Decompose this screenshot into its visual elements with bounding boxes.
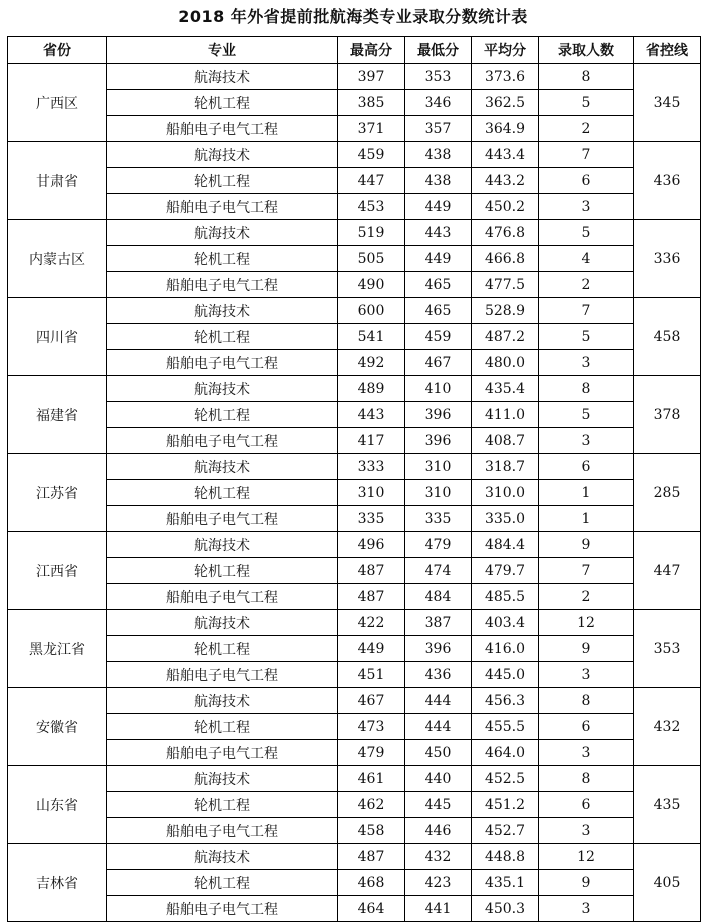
admitted-count-cell: 2 <box>539 584 634 610</box>
min-score-cell: 449 <box>405 194 472 220</box>
avg-score-cell: 362.5 <box>472 90 539 116</box>
major-cell: 轮机工程 <box>107 90 338 116</box>
table-row <box>8 480 701 506</box>
min-score-cell: 396 <box>405 636 472 662</box>
table-row <box>8 740 701 766</box>
max-score-cell: 451 <box>338 662 405 688</box>
major-cell: 航海技术 <box>107 298 338 324</box>
table-row <box>8 220 701 246</box>
avg-score-cell: 443.4 <box>472 142 539 168</box>
avg-score-cell: 411.0 <box>472 402 539 428</box>
min-score-cell: 441 <box>405 896 472 922</box>
table-row <box>8 246 701 272</box>
province-cell: 四川省 <box>8 298 107 376</box>
min-score-cell: 423 <box>405 870 472 896</box>
max-score-cell: 453 <box>338 194 405 220</box>
max-score-cell: 473 <box>338 714 405 740</box>
major-cell: 船舶电子电气工程 <box>107 272 338 298</box>
admitted-count-cell: 3 <box>539 350 634 376</box>
max-score-cell: 443 <box>338 402 405 428</box>
min-score-cell: 450 <box>405 740 472 766</box>
province-cell: 江苏省 <box>8 454 107 532</box>
avg-score-cell: 335.0 <box>472 506 539 532</box>
min-score-cell: 467 <box>405 350 472 376</box>
min-score-cell: 396 <box>405 402 472 428</box>
min-score-cell: 465 <box>405 298 472 324</box>
min-score-cell: 310 <box>405 454 472 480</box>
table-row <box>8 142 701 168</box>
max-score-cell: 600 <box>338 298 405 324</box>
max-score-cell: 417 <box>338 428 405 454</box>
min-score-cell: 479 <box>405 532 472 558</box>
max-score-cell: 505 <box>338 246 405 272</box>
min-score-cell: 474 <box>405 558 472 584</box>
min-score-cell: 353 <box>405 64 472 90</box>
major-cell: 船舶电子电气工程 <box>107 740 338 766</box>
admitted-count-cell: 6 <box>539 454 634 480</box>
max-score-cell: 458 <box>338 818 405 844</box>
admitted-count-cell: 5 <box>539 324 634 350</box>
admitted-count-cell: 12 <box>539 844 634 870</box>
min-score-cell: 440 <box>405 766 472 792</box>
header-max-score: 最高分 <box>338 37 405 64</box>
max-score-cell: 371 <box>338 116 405 142</box>
max-score-cell: 487 <box>338 584 405 610</box>
major-cell: 航海技术 <box>107 376 338 402</box>
table-row <box>8 662 701 688</box>
max-score-cell: 492 <box>338 350 405 376</box>
admitted-count-cell: 7 <box>539 558 634 584</box>
admitted-count-cell: 8 <box>539 376 634 402</box>
control-line-cell: 436 <box>634 142 701 220</box>
admitted-count-cell: 7 <box>539 298 634 324</box>
max-score-cell: 461 <box>338 766 405 792</box>
table-row <box>8 298 701 324</box>
avg-score-cell: 455.5 <box>472 714 539 740</box>
table-row <box>8 402 701 428</box>
major-cell: 船舶电子电气工程 <box>107 818 338 844</box>
table-row <box>8 818 701 844</box>
header-avg-score: 平均分 <box>472 37 539 64</box>
max-score-cell: 333 <box>338 454 405 480</box>
max-score-cell: 310 <box>338 480 405 506</box>
control-line-cell: 447 <box>634 532 701 610</box>
control-line-cell: 285 <box>634 454 701 532</box>
max-score-cell: 422 <box>338 610 405 636</box>
min-score-cell: 443 <box>405 220 472 246</box>
avg-score-cell: 450.3 <box>472 896 539 922</box>
avg-score-cell: 435.4 <box>472 376 539 402</box>
table-row <box>8 90 701 116</box>
province-cell: 安徽省 <box>8 688 107 766</box>
control-line-cell: 336 <box>634 220 701 298</box>
table-row <box>8 350 701 376</box>
admitted-count-cell: 9 <box>539 636 634 662</box>
avg-score-cell: 403.4 <box>472 610 539 636</box>
table-row <box>8 766 701 792</box>
min-score-cell: 432 <box>405 844 472 870</box>
avg-score-cell: 456.3 <box>472 688 539 714</box>
table-row <box>8 584 701 610</box>
major-cell: 船舶电子电气工程 <box>107 194 338 220</box>
avg-score-cell: 435.1 <box>472 870 539 896</box>
admitted-count-cell: 1 <box>539 480 634 506</box>
control-line-cell: 378 <box>634 376 701 454</box>
max-score-cell: 519 <box>338 220 405 246</box>
admitted-count-cell: 2 <box>539 116 634 142</box>
page-title: 2018 年外省提前批航海类专业录取分数统计表 <box>178 7 528 26</box>
avg-score-cell: 485.5 <box>472 584 539 610</box>
avg-score-cell: 477.5 <box>472 272 539 298</box>
min-score-cell: 346 <box>405 90 472 116</box>
admitted-count-cell: 3 <box>539 194 634 220</box>
table-row <box>8 844 701 870</box>
avg-score-cell: 450.2 <box>472 194 539 220</box>
province-cell: 吉林省 <box>8 844 107 922</box>
major-cell: 船舶电子电气工程 <box>107 584 338 610</box>
avg-score-cell: 466.8 <box>472 246 539 272</box>
admitted-count-cell: 3 <box>539 428 634 454</box>
table-row <box>8 792 701 818</box>
avg-score-cell: 408.7 <box>472 428 539 454</box>
major-cell: 航海技术 <box>107 766 338 792</box>
table-row <box>8 324 701 350</box>
header-admitted-count: 录取人数 <box>539 37 634 64</box>
admitted-count-cell: 3 <box>539 662 634 688</box>
max-score-cell: 459 <box>338 142 405 168</box>
min-score-cell: 436 <box>405 662 472 688</box>
table-row <box>8 532 701 558</box>
max-score-cell: 490 <box>338 272 405 298</box>
major-cell: 航海技术 <box>107 454 338 480</box>
header-min-score: 最低分 <box>405 37 472 64</box>
avg-score-cell: 443.2 <box>472 168 539 194</box>
min-score-cell: 465 <box>405 272 472 298</box>
admitted-count-cell: 5 <box>539 402 634 428</box>
province-cell: 内蒙古区 <box>8 220 107 298</box>
max-score-cell: 449 <box>338 636 405 662</box>
max-score-cell: 487 <box>338 844 405 870</box>
major-cell: 船舶电子电气工程 <box>107 506 338 532</box>
control-line-cell: 432 <box>634 688 701 766</box>
control-line-cell: 435 <box>634 766 701 844</box>
avg-score-cell: 487.2 <box>472 324 539 350</box>
major-cell: 船舶电子电气工程 <box>107 662 338 688</box>
admitted-count-cell: 6 <box>539 168 634 194</box>
min-score-cell: 445 <box>405 792 472 818</box>
admitted-count-cell: 7 <box>539 142 634 168</box>
avg-score-cell: 480.0 <box>472 350 539 376</box>
major-cell: 轮机工程 <box>107 246 338 272</box>
min-score-cell: 387 <box>405 610 472 636</box>
table-row <box>8 714 701 740</box>
avg-score-cell: 464.0 <box>472 740 539 766</box>
avg-score-cell: 318.7 <box>472 454 539 480</box>
admitted-count-cell: 8 <box>539 688 634 714</box>
province-cell: 山东省 <box>8 766 107 844</box>
avg-score-cell: 448.8 <box>472 844 539 870</box>
min-score-cell: 484 <box>405 584 472 610</box>
control-line-cell: 458 <box>634 298 701 376</box>
major-cell: 轮机工程 <box>107 870 338 896</box>
min-score-cell: 310 <box>405 480 472 506</box>
major-cell: 轮机工程 <box>107 168 338 194</box>
admitted-count-cell: 8 <box>539 766 634 792</box>
admitted-count-cell: 6 <box>539 714 634 740</box>
major-cell: 船舶电子电气工程 <box>107 896 338 922</box>
major-cell: 航海技术 <box>107 532 338 558</box>
major-cell: 航海技术 <box>107 142 338 168</box>
min-score-cell: 410 <box>405 376 472 402</box>
avg-score-cell: 479.7 <box>472 558 539 584</box>
min-score-cell: 357 <box>405 116 472 142</box>
max-score-cell: 489 <box>338 376 405 402</box>
province-cell: 福建省 <box>8 376 107 454</box>
max-score-cell: 462 <box>338 792 405 818</box>
header-province: 省份 <box>8 37 107 64</box>
min-score-cell: 438 <box>405 168 472 194</box>
max-score-cell: 447 <box>338 168 405 194</box>
max-score-cell: 541 <box>338 324 405 350</box>
avg-score-cell: 364.9 <box>472 116 539 142</box>
min-score-cell: 446 <box>405 818 472 844</box>
table-row <box>8 636 701 662</box>
avg-score-cell: 484.4 <box>472 532 539 558</box>
major-cell: 轮机工程 <box>107 480 338 506</box>
table-row <box>8 428 701 454</box>
avg-score-cell: 452.7 <box>472 818 539 844</box>
table-row <box>8 610 701 636</box>
max-score-cell: 487 <box>338 558 405 584</box>
major-cell: 船舶电子电气工程 <box>107 428 338 454</box>
major-cell: 航海技术 <box>107 688 338 714</box>
avg-score-cell: 452.5 <box>472 766 539 792</box>
max-score-cell: 385 <box>338 90 405 116</box>
table-row <box>8 272 701 298</box>
min-score-cell: 444 <box>405 714 472 740</box>
major-cell: 航海技术 <box>107 220 338 246</box>
avg-score-cell: 445.0 <box>472 662 539 688</box>
table-row <box>8 558 701 584</box>
table-row <box>8 194 701 220</box>
min-score-cell: 335 <box>405 506 472 532</box>
min-score-cell: 444 <box>405 688 472 714</box>
table-row <box>8 896 701 922</box>
max-score-cell: 464 <box>338 896 405 922</box>
table-row <box>8 870 701 896</box>
table-header-row <box>8 37 701 64</box>
max-score-cell: 335 <box>338 506 405 532</box>
header-control-line: 省控线 <box>634 37 701 64</box>
province-cell: 黑龙江省 <box>8 610 107 688</box>
admitted-count-cell: 1 <box>539 506 634 532</box>
table-row <box>8 64 701 90</box>
major-cell: 轮机工程 <box>107 714 338 740</box>
table-row <box>8 506 701 532</box>
control-line-cell: 345 <box>634 64 701 142</box>
province-cell: 甘肃省 <box>8 142 107 220</box>
major-cell: 轮机工程 <box>107 792 338 818</box>
table-row <box>8 168 701 194</box>
admitted-count-cell: 3 <box>539 818 634 844</box>
major-cell: 轮机工程 <box>107 558 338 584</box>
province-cell: 广西区 <box>8 64 107 142</box>
admitted-count-cell: 9 <box>539 532 634 558</box>
avg-score-cell: 373.6 <box>472 64 539 90</box>
max-score-cell: 479 <box>338 740 405 766</box>
admitted-count-cell: 9 <box>539 870 634 896</box>
major-cell: 轮机工程 <box>107 324 338 350</box>
admitted-count-cell: 5 <box>539 90 634 116</box>
table-row <box>8 116 701 142</box>
min-score-cell: 396 <box>405 428 472 454</box>
table-row <box>8 454 701 480</box>
min-score-cell: 449 <box>405 246 472 272</box>
province-cell: 江西省 <box>8 532 107 610</box>
admitted-count-cell: 8 <box>539 64 634 90</box>
admitted-count-cell: 5 <box>539 220 634 246</box>
admitted-count-cell: 12 <box>539 610 634 636</box>
min-score-cell: 459 <box>405 324 472 350</box>
table-row <box>8 688 701 714</box>
avg-score-cell: 528.9 <box>472 298 539 324</box>
major-cell: 船舶电子电气工程 <box>107 350 338 376</box>
max-score-cell: 467 <box>338 688 405 714</box>
major-cell: 轮机工程 <box>107 636 338 662</box>
avg-score-cell: 416.0 <box>472 636 539 662</box>
admitted-count-cell: 3 <box>539 740 634 766</box>
major-cell: 船舶电子电气工程 <box>107 116 338 142</box>
avg-score-cell: 310.0 <box>472 480 539 506</box>
header-major: 专业 <box>107 37 338 64</box>
max-score-cell: 496 <box>338 532 405 558</box>
admitted-count-cell: 2 <box>539 272 634 298</box>
admitted-count-cell: 4 <box>539 246 634 272</box>
control-line-cell: 353 <box>634 610 701 688</box>
admission-score-table <box>7 36 701 922</box>
max-score-cell: 397 <box>338 64 405 90</box>
major-cell: 轮机工程 <box>107 402 338 428</box>
max-score-cell: 468 <box>338 870 405 896</box>
avg-score-cell: 476.8 <box>472 220 539 246</box>
min-score-cell: 438 <box>405 142 472 168</box>
table-body <box>8 64 701 922</box>
avg-score-cell: 451.2 <box>472 792 539 818</box>
control-line-cell: 405 <box>634 844 701 922</box>
major-cell: 航海技术 <box>107 844 338 870</box>
table-row <box>8 376 701 402</box>
major-cell: 航海技术 <box>107 64 338 90</box>
admitted-count-cell: 3 <box>539 896 634 922</box>
admitted-count-cell: 6 <box>539 792 634 818</box>
major-cell: 航海技术 <box>107 610 338 636</box>
